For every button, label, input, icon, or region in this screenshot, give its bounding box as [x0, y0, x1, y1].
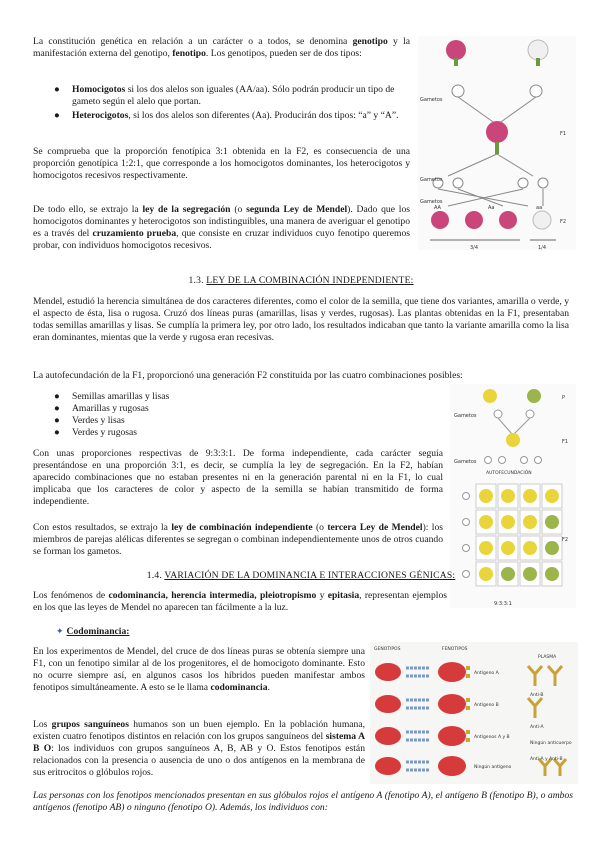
label-antigen-a: Antígeno A: [474, 671, 499, 676]
label-f2: F2: [562, 537, 569, 543]
punnett-seed: [501, 489, 515, 503]
label-antigen-b: Antígeno B: [474, 703, 499, 708]
label-f2: F2: [560, 219, 567, 225]
intro-paragraph: La constitución genética en relación a un carácter o a todos, se denomina genotipo y la manifestación externa del genotipo, fenotipo. Los genotipos, pueden ser de dos tipos:: [33, 36, 410, 59]
label-ratio: 9:3:3:1: [494, 601, 512, 607]
antigens: [466, 666, 470, 742]
bullet-icon: ●: [54, 403, 60, 414]
label-gametos: Gametos: [454, 459, 477, 465]
phenotypes-italic-paragraph: Las personas con los fenotipos mencionados presentan en sus glóbulos rojos el antígeno A (fenotipo A), el antígeno B (fenotipo B), o ambos antígenos (fenotipo AB) o ninguno (fenotipo O). Además, los individuos con:: [33, 790, 573, 813]
label-ratio-dominant: 3/4: [470, 245, 479, 251]
f1-gametes: [485, 457, 542, 464]
bullet-icon: ●: [54, 391, 60, 402]
list-item: ● Heterocigotos, si los dos alelos son diferentes (Aa). Producirán dos tipos: “a” y “A”.: [54, 110, 399, 121]
list-item: ● Homocigotos si los dos alelos son iguales (AA/aa). Sólo podrán producir un tipo de gameto según el alelo que portan.: [54, 84, 395, 107]
blood-groups-figure: [370, 642, 578, 784]
bullet-icon: ●: [54, 415, 60, 426]
f2-flowers: [430, 211, 556, 240]
gamete-marker: [463, 493, 470, 500]
ratio-paragraph: Con unas proporciones respectivas de 9:3:3:1. De forma independiente, cada carácter seguía presentándose en una proporción 3:1, es decir, se cumplía la ley de segregación. En la F2, habían aparecido combinaciones que no estaban presentes ni en la generación parental ni en la F1, lo cual implicaba que los caracteres de color y aspecto de la semilla se habían transmitido de forma independiente.: [33, 448, 443, 507]
punnett-seed: [523, 541, 537, 555]
label-gametos: Gametos: [420, 177, 443, 183]
red-blood-cells: [375, 662, 466, 776]
bullet-icon: ●: [54, 84, 60, 95]
punnett-seed: [545, 515, 559, 529]
label-fenotipos: FENOTIPOS: [442, 647, 468, 652]
gamete-marker: [463, 545, 470, 552]
punnett-seed: [545, 489, 559, 503]
parent-flowers: [446, 40, 548, 66]
punnett-seed: [523, 515, 537, 529]
list-item: ● Semillas amarillas y lisas: [54, 391, 170, 402]
punnett-seed: [479, 541, 493, 555]
label-no-antibody: Ningún anticuerpo: [530, 741, 572, 746]
segregation-law-paragraph: De todo ello, se extrajo la ley de la segregación (o segunda Ley de Mendel). Dado que los homocigotos dominantes y heterocigotos son indistinguibles, una manera de averiguar el genotipo es a través del cruzamiento prueba, que consiste en cruzar individuos cuyo fenotipo queremos probar, con individuos homocigotos recesivos.: [33, 204, 410, 251]
codominance-paragraph: En los experimentos de Mendel, del cruce de dos líneas puras se obtenía siempre una F1, con un fenotipo similar al de los progenitores, el de homocigoto dominante. Esto no ocurre siempre así, en algunos casos los híbridos pueden manifestar ambos fenotipos simultáneamente. A esto se le llama codominancia.: [33, 646, 365, 693]
punnett-seed: [501, 515, 515, 529]
f1-gametes: [433, 154, 548, 206]
punnett-seed: [523, 489, 537, 503]
punnett-seed: [479, 489, 493, 503]
proportion-paragraph: Se comprueba que la proporción fenotípica 3:1 obtenida en la F2, es consecuencia de una proporción genotípica 1:2:1, que corresponde a los homocigotos dominantes, los heterocigotos y homocigotos recesivos respectivamente.: [33, 146, 410, 181]
bullet-icon: ●: [54, 427, 60, 438]
independent-assortment-paragraph: Mendel, estudió la herencia simultánea de dos caracteres diferentes, como el color de la semilla, que tiene dos variantes, amarilla o verde, y el aspecto de ésta, lisa o rugosa. Cruzó dos líneas puras (amarillas, lisas y verdes, rugosas). Las plantas obtenidas en la F1, presentaban todas semillas amarillas y lisas. Se cumplía la primera ley, por otro lado, los resultados indicaban que tanto la variante amarilla como la lisa eran dominantes, mientas que la verde y rugosa eran recesivas.: [33, 296, 569, 343]
label-aa-dominant: AA: [434, 205, 441, 211]
label-genotipos: GENOTIPOS: [374, 647, 401, 652]
punnett-seed: [479, 515, 493, 529]
label-aa-hetero: Aa: [488, 205, 495, 211]
label-anti-b: Anti-B: [530, 693, 544, 698]
label-gametos: Gametos: [454, 413, 477, 419]
parent-seeds: [483, 389, 541, 434]
seed-combinations-list: [54, 391, 372, 439]
label-antigens-ab: Antígenos A y B: [474, 735, 510, 740]
label-p: P: [562, 395, 566, 401]
label-plasma: PLASMA: [538, 655, 557, 660]
codominance-heading: ✦ Codominancia:: [56, 626, 130, 637]
third-law-paragraph: Con estos resultados, se extrajo la ley de combinación independiente (o tercera Ley de Mendel): los miembros de parejas alélicas diferentes se segregan o combinan independientemente unos de otros cuando se forman los gametos.: [33, 522, 443, 557]
punnett-seed: [545, 541, 559, 555]
section-1-3-heading: 1.3. LEY DE LA COMBINACIÓN INDEPENDIENTE:: [188, 275, 414, 286]
monohybrid-cross-figure: [418, 36, 576, 250]
label-gametos: Gametos: [420, 97, 443, 103]
section-1-4-heading: 1.4. VARIACIÓN DE LA DOMINANCIA E INTERACCIONES GÉNICAS:: [146, 570, 456, 581]
diamond-icon: ✦: [56, 626, 64, 636]
f1-flower: [486, 121, 508, 154]
gamete-marker: [463, 519, 470, 526]
list-item: ● Verdes y lisas: [54, 415, 125, 426]
label-anti-a: Anti-A: [530, 725, 544, 730]
label-f1: F1: [562, 439, 569, 445]
bullet-icon: ●: [54, 110, 60, 121]
parent-gametes: [452, 85, 542, 124]
f1-seed: [506, 433, 520, 447]
label-aa-recessive: aa: [536, 205, 543, 211]
genotype-list: [54, 84, 410, 122]
chromosome-pairs: [406, 668, 430, 770]
label-ratio-recessive: 1/4: [538, 245, 547, 251]
list-item: ● Verdes y rugosas: [54, 427, 138, 438]
monohybrid-diagram: [418, 36, 576, 250]
label-autofecundacion: AUTOFECUNDACIÓN: [486, 471, 532, 476]
list-item: ● Amarillas y rugosas: [54, 403, 149, 414]
blood-groups-paragraph: Los grupos sanguíneos humanos son un buen ejemplo. En la población humana, existen cuatro fenotipos distintos en relación con los grupos sanguíneos del sistema A B O: los individuos con grupos sanguíneos A, B, AB y O. Estos fenotipos están relacionados con la presencia o ausencia de uno o dos antígenos en la membrana de sus eritrocitos o glóbulos rojos.: [33, 719, 366, 778]
label-gametos: Gametos: [420, 199, 443, 205]
punnett-seed: [501, 541, 515, 555]
dominance-variation-paragraph: Los fenómenos de codominancia, herencia intermedia, pleiotropismo y epitasia, representan ejemplos en los que las leyes de Mendel no aparecen tan fácilmente a la luz.: [33, 590, 447, 613]
f2-intro-paragraph: La autofecundación de la F1, proporcionó una generación F2 constituida por las cuatro combinaciones posibles:: [33, 370, 463, 381]
label-anti-a-b: Anti-A y Anti-B: [530, 757, 563, 762]
label-no-antigen: Ningún antígeno: [474, 765, 512, 770]
label-f1: F1: [560, 131, 567, 137]
